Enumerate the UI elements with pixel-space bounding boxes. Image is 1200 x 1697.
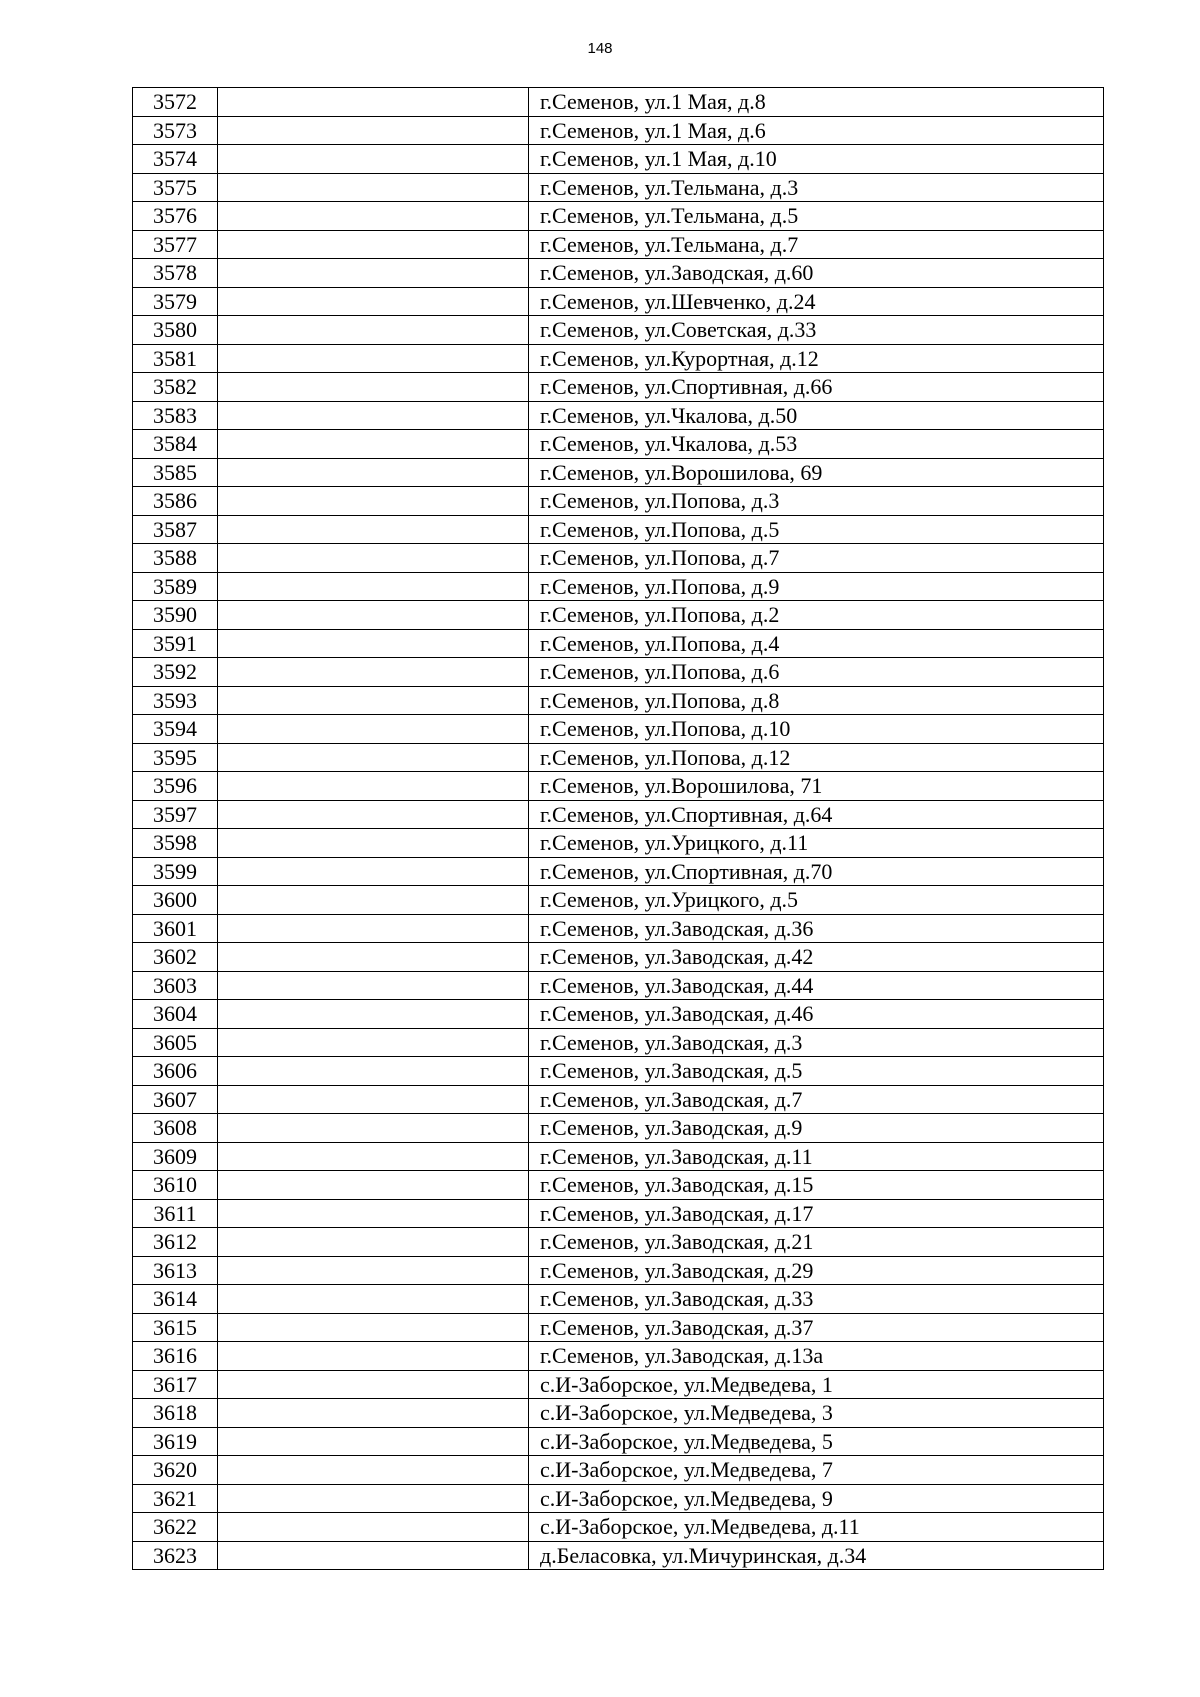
row-number-cell: 3622 bbox=[133, 1513, 218, 1542]
row-number-cell: 3582 bbox=[133, 373, 218, 402]
address-cell: г.Семенов, ул.Чкалова, д.53 bbox=[529, 430, 1104, 459]
table-row bbox=[133, 914, 1104, 943]
address-cell: г.Семенов, ул.Заводская, д.33 bbox=[529, 1285, 1104, 1314]
row-number-cell: 3601 bbox=[133, 914, 218, 943]
address-cell: с.И-Заборское, ул.Медведева, 1 bbox=[529, 1370, 1104, 1399]
row-number-cell: 3583 bbox=[133, 401, 218, 430]
table-body bbox=[133, 88, 1104, 1570]
row-number-cell: 3618 bbox=[133, 1399, 218, 1428]
empty-cell bbox=[218, 629, 529, 658]
row-number-cell: 3576 bbox=[133, 202, 218, 231]
address-cell: д.Беласовка, ул.Мичуринская, д.34 bbox=[529, 1541, 1104, 1570]
row-number-cell: 3572 bbox=[133, 88, 218, 117]
row-number-cell: 3584 bbox=[133, 430, 218, 459]
table-row bbox=[133, 401, 1104, 430]
empty-cell bbox=[218, 544, 529, 573]
address-cell: г.Семенов, ул.Заводская, д.46 bbox=[529, 1000, 1104, 1029]
row-number-cell: 3575 bbox=[133, 173, 218, 202]
empty-cell bbox=[218, 1142, 529, 1171]
table-row bbox=[133, 1456, 1104, 1485]
address-cell: г.Семенов, ул.Попова, д.2 bbox=[529, 601, 1104, 630]
table-row bbox=[133, 1228, 1104, 1257]
empty-cell bbox=[218, 857, 529, 886]
table-row bbox=[133, 1484, 1104, 1513]
address-cell: г.Семенов, ул.Урицкого, д.11 bbox=[529, 829, 1104, 858]
empty-cell bbox=[218, 601, 529, 630]
row-number-cell: 3604 bbox=[133, 1000, 218, 1029]
address-cell: г.Семенов, ул.Тельмана, д.5 bbox=[529, 202, 1104, 231]
row-number-cell: 3591 bbox=[133, 629, 218, 658]
table-row bbox=[133, 829, 1104, 858]
row-number-cell: 3609 bbox=[133, 1142, 218, 1171]
table-row bbox=[133, 800, 1104, 829]
table-row bbox=[133, 772, 1104, 801]
empty-cell bbox=[218, 458, 529, 487]
address-cell: г.Семенов, ул.Заводская, д.15 bbox=[529, 1171, 1104, 1200]
address-cell: г.Семенов, ул.Заводская, д.37 bbox=[529, 1313, 1104, 1342]
empty-cell bbox=[218, 1342, 529, 1371]
address-cell: г.Семенов, ул.Заводская, д.60 bbox=[529, 259, 1104, 288]
empty-cell bbox=[218, 401, 529, 430]
address-cell: г.Семенов, ул.Тельмана, д.3 bbox=[529, 173, 1104, 202]
table-row bbox=[133, 601, 1104, 630]
address-table bbox=[132, 87, 1104, 1570]
address-cell: г.Семенов, ул.Заводская, д.21 bbox=[529, 1228, 1104, 1257]
row-number-cell: 3600 bbox=[133, 886, 218, 915]
row-number-cell: 3607 bbox=[133, 1085, 218, 1114]
address-cell: г.Семенов, ул.Заводская, д.11 bbox=[529, 1142, 1104, 1171]
table-row bbox=[133, 1000, 1104, 1029]
empty-cell bbox=[218, 287, 529, 316]
table-row bbox=[133, 373, 1104, 402]
address-cell: с.И-Заборское, ул.Медведева, 7 bbox=[529, 1456, 1104, 1485]
empty-cell bbox=[218, 886, 529, 915]
address-cell: г.Семенов, ул.Ворошилова, 69 bbox=[529, 458, 1104, 487]
table-row bbox=[133, 287, 1104, 316]
empty-cell bbox=[218, 943, 529, 972]
table-row bbox=[133, 1399, 1104, 1428]
address-cell: г.Семенов, ул.1 Мая, д.10 bbox=[529, 145, 1104, 174]
address-cell: г.Семенов, ул.Попова, д.12 bbox=[529, 743, 1104, 772]
address-cell: г.Семенов, ул.Заводская, д.5 bbox=[529, 1057, 1104, 1086]
table-row bbox=[133, 1370, 1104, 1399]
row-number-cell: 3590 bbox=[133, 601, 218, 630]
empty-cell bbox=[218, 515, 529, 544]
empty-cell bbox=[218, 1427, 529, 1456]
row-number-cell: 3586 bbox=[133, 487, 218, 516]
empty-cell bbox=[218, 1114, 529, 1143]
address-cell: г.Семенов, ул.Попова, д.8 bbox=[529, 686, 1104, 715]
page-number: 148 bbox=[587, 40, 613, 57]
table-row bbox=[133, 1171, 1104, 1200]
address-cell: г.Семенов, ул.Спортивная, д.64 bbox=[529, 800, 1104, 829]
empty-cell bbox=[218, 1313, 529, 1342]
empty-cell bbox=[218, 1456, 529, 1485]
table-row bbox=[133, 743, 1104, 772]
row-number-cell: 3621 bbox=[133, 1484, 218, 1513]
empty-cell bbox=[218, 1541, 529, 1570]
row-number-cell: 3620 bbox=[133, 1456, 218, 1485]
empty-cell bbox=[218, 344, 529, 373]
row-number-cell: 3587 bbox=[133, 515, 218, 544]
address-cell: г.Семенов, ул.Ворошилова, 71 bbox=[529, 772, 1104, 801]
row-number-cell: 3614 bbox=[133, 1285, 218, 1314]
empty-cell bbox=[218, 1000, 529, 1029]
empty-cell bbox=[218, 487, 529, 516]
address-cell: г.Семенов, ул.Попова, д.3 bbox=[529, 487, 1104, 516]
row-number-cell: 3595 bbox=[133, 743, 218, 772]
empty-cell bbox=[218, 173, 529, 202]
empty-cell bbox=[218, 743, 529, 772]
empty-cell bbox=[218, 202, 529, 231]
table-row bbox=[133, 88, 1104, 117]
row-number-cell: 3616 bbox=[133, 1342, 218, 1371]
address-cell: г.Семенов, ул.Заводская, д.36 bbox=[529, 914, 1104, 943]
row-number-cell: 3605 bbox=[133, 1028, 218, 1057]
row-number-cell: 3581 bbox=[133, 344, 218, 373]
address-cell: г.Семенов, ул.Попова, д.5 bbox=[529, 515, 1104, 544]
table-row bbox=[133, 1427, 1104, 1456]
address-cell: г.Семенов, ул.Заводская, д.17 bbox=[529, 1199, 1104, 1228]
empty-cell bbox=[218, 572, 529, 601]
empty-cell bbox=[218, 829, 529, 858]
empty-cell bbox=[218, 145, 529, 174]
empty-cell bbox=[218, 658, 529, 687]
table-row bbox=[133, 1085, 1104, 1114]
row-number-cell: 3594 bbox=[133, 715, 218, 744]
address-cell: г.Семенов, ул.Заводская, д.3 bbox=[529, 1028, 1104, 1057]
address-cell: г.Семенов, ул.Заводская, д.13а bbox=[529, 1342, 1104, 1371]
empty-cell bbox=[218, 373, 529, 402]
address-cell: г.Семенов, ул.Урицкого, д.5 bbox=[529, 886, 1104, 915]
table-row bbox=[133, 173, 1104, 202]
row-number-cell: 3579 bbox=[133, 287, 218, 316]
row-number-cell: 3615 bbox=[133, 1313, 218, 1342]
row-number-cell: 3574 bbox=[133, 145, 218, 174]
empty-cell bbox=[218, 1028, 529, 1057]
row-number-cell: 3578 bbox=[133, 259, 218, 288]
row-number-cell: 3606 bbox=[133, 1057, 218, 1086]
row-number-cell: 3589 bbox=[133, 572, 218, 601]
empty-cell bbox=[218, 772, 529, 801]
empty-cell bbox=[218, 1228, 529, 1257]
row-number-cell: 3603 bbox=[133, 971, 218, 1000]
row-number-cell: 3602 bbox=[133, 943, 218, 972]
table-row bbox=[133, 1285, 1104, 1314]
table-row bbox=[133, 943, 1104, 972]
empty-cell bbox=[218, 88, 529, 117]
row-number-cell: 3588 bbox=[133, 544, 218, 573]
table-row bbox=[133, 202, 1104, 231]
address-cell: г.Семенов, ул.Чкалова, д.50 bbox=[529, 401, 1104, 430]
row-number-cell: 3608 bbox=[133, 1114, 218, 1143]
table-row bbox=[133, 230, 1104, 259]
table-row bbox=[133, 1313, 1104, 1342]
empty-cell bbox=[218, 1057, 529, 1086]
empty-cell bbox=[218, 316, 529, 345]
table-row bbox=[133, 1199, 1104, 1228]
empty-cell bbox=[218, 116, 529, 145]
row-number-cell: 3610 bbox=[133, 1171, 218, 1200]
table-row bbox=[133, 1142, 1104, 1171]
table-row bbox=[133, 1057, 1104, 1086]
address-cell: г.Семенов, ул.1 Мая, д.8 bbox=[529, 88, 1104, 117]
address-cell: г.Семенов, ул.Заводская, д.42 bbox=[529, 943, 1104, 972]
table-row bbox=[133, 658, 1104, 687]
address-cell: г.Семенов, ул.Тельмана, д.7 bbox=[529, 230, 1104, 259]
table-row bbox=[133, 572, 1104, 601]
table-row bbox=[133, 259, 1104, 288]
empty-cell bbox=[218, 1199, 529, 1228]
row-number-cell: 3611 bbox=[133, 1199, 218, 1228]
address-cell: г.Семенов, ул.Заводская, д.9 bbox=[529, 1114, 1104, 1143]
empty-cell bbox=[218, 259, 529, 288]
address-cell: с.И-Заборское, ул.Медведева, 9 bbox=[529, 1484, 1104, 1513]
empty-cell bbox=[218, 1370, 529, 1399]
address-cell: г.Семенов, ул.Попова, д.7 bbox=[529, 544, 1104, 573]
row-number-cell: 3577 bbox=[133, 230, 218, 259]
address-cell: г.Семенов, ул.Заводская, д.29 bbox=[529, 1256, 1104, 1285]
empty-cell bbox=[218, 914, 529, 943]
table-row bbox=[133, 487, 1104, 516]
row-number-cell: 3617 bbox=[133, 1370, 218, 1399]
table-row bbox=[133, 886, 1104, 915]
empty-cell bbox=[218, 800, 529, 829]
table-row bbox=[133, 1541, 1104, 1570]
table-row bbox=[133, 971, 1104, 1000]
table-row bbox=[133, 1028, 1104, 1057]
table-row bbox=[133, 629, 1104, 658]
empty-cell bbox=[218, 230, 529, 259]
address-cell: с.И-Заборское, ул.Медведева, 3 bbox=[529, 1399, 1104, 1428]
address-cell: г.Семенов, ул.Попова, д.6 bbox=[529, 658, 1104, 687]
address-cell: с.И-Заборское, ул.Медведева, д.11 bbox=[529, 1513, 1104, 1542]
row-number-cell: 3612 bbox=[133, 1228, 218, 1257]
empty-cell bbox=[218, 1513, 529, 1542]
row-number-cell: 3596 bbox=[133, 772, 218, 801]
table-row bbox=[133, 544, 1104, 573]
empty-cell bbox=[218, 1285, 529, 1314]
address-cell: г.Семенов, ул.Попова, д.10 bbox=[529, 715, 1104, 744]
empty-cell bbox=[218, 1171, 529, 1200]
row-number-cell: 3598 bbox=[133, 829, 218, 858]
row-number-cell: 3619 bbox=[133, 1427, 218, 1456]
table-row bbox=[133, 1256, 1104, 1285]
table-row bbox=[133, 430, 1104, 459]
empty-cell bbox=[218, 715, 529, 744]
empty-cell bbox=[218, 971, 529, 1000]
address-cell: г.Семенов, ул.Попова, д.4 bbox=[529, 629, 1104, 658]
address-cell: г.Семенов, ул.Шевченко, д.24 bbox=[529, 287, 1104, 316]
table-row bbox=[133, 515, 1104, 544]
table-row bbox=[133, 686, 1104, 715]
row-number-cell: 3613 bbox=[133, 1256, 218, 1285]
empty-cell bbox=[218, 1484, 529, 1513]
address-cell: г.Семенов, ул.Заводская, д.44 bbox=[529, 971, 1104, 1000]
address-cell: с.И-Заборское, ул.Медведева, 5 bbox=[529, 1427, 1104, 1456]
address-cell: г.Семенов, ул.1 Мая, д.6 bbox=[529, 116, 1104, 145]
empty-cell bbox=[218, 1256, 529, 1285]
row-number-cell: 3597 bbox=[133, 800, 218, 829]
table-row bbox=[133, 116, 1104, 145]
table-row bbox=[133, 715, 1104, 744]
empty-cell bbox=[218, 1085, 529, 1114]
address-cell: г.Семенов, ул.Советская, д.33 bbox=[529, 316, 1104, 345]
row-number-cell: 3592 bbox=[133, 658, 218, 687]
table-row bbox=[133, 145, 1104, 174]
row-number-cell: 3623 bbox=[133, 1541, 218, 1570]
address-cell: г.Семенов, ул.Попова, д.9 bbox=[529, 572, 1104, 601]
table-row bbox=[133, 1342, 1104, 1371]
table-row bbox=[133, 458, 1104, 487]
row-number-cell: 3585 bbox=[133, 458, 218, 487]
table-row bbox=[133, 316, 1104, 345]
row-number-cell: 3599 bbox=[133, 857, 218, 886]
address-cell: г.Семенов, ул.Заводская, д.7 bbox=[529, 1085, 1104, 1114]
row-number-cell: 3573 bbox=[133, 116, 218, 145]
empty-cell bbox=[218, 686, 529, 715]
table-row bbox=[133, 1513, 1104, 1542]
table-row bbox=[133, 1114, 1104, 1143]
table-row bbox=[133, 344, 1104, 373]
address-cell: г.Семенов, ул.Спортивная, д.66 bbox=[529, 373, 1104, 402]
empty-cell bbox=[218, 1399, 529, 1428]
row-number-cell: 3593 bbox=[133, 686, 218, 715]
address-cell: г.Семенов, ул.Курортная, д.12 bbox=[529, 344, 1104, 373]
row-number-cell: 3580 bbox=[133, 316, 218, 345]
table-row bbox=[133, 857, 1104, 886]
address-cell: г.Семенов, ул.Спортивная, д.70 bbox=[529, 857, 1104, 886]
empty-cell bbox=[218, 430, 529, 459]
